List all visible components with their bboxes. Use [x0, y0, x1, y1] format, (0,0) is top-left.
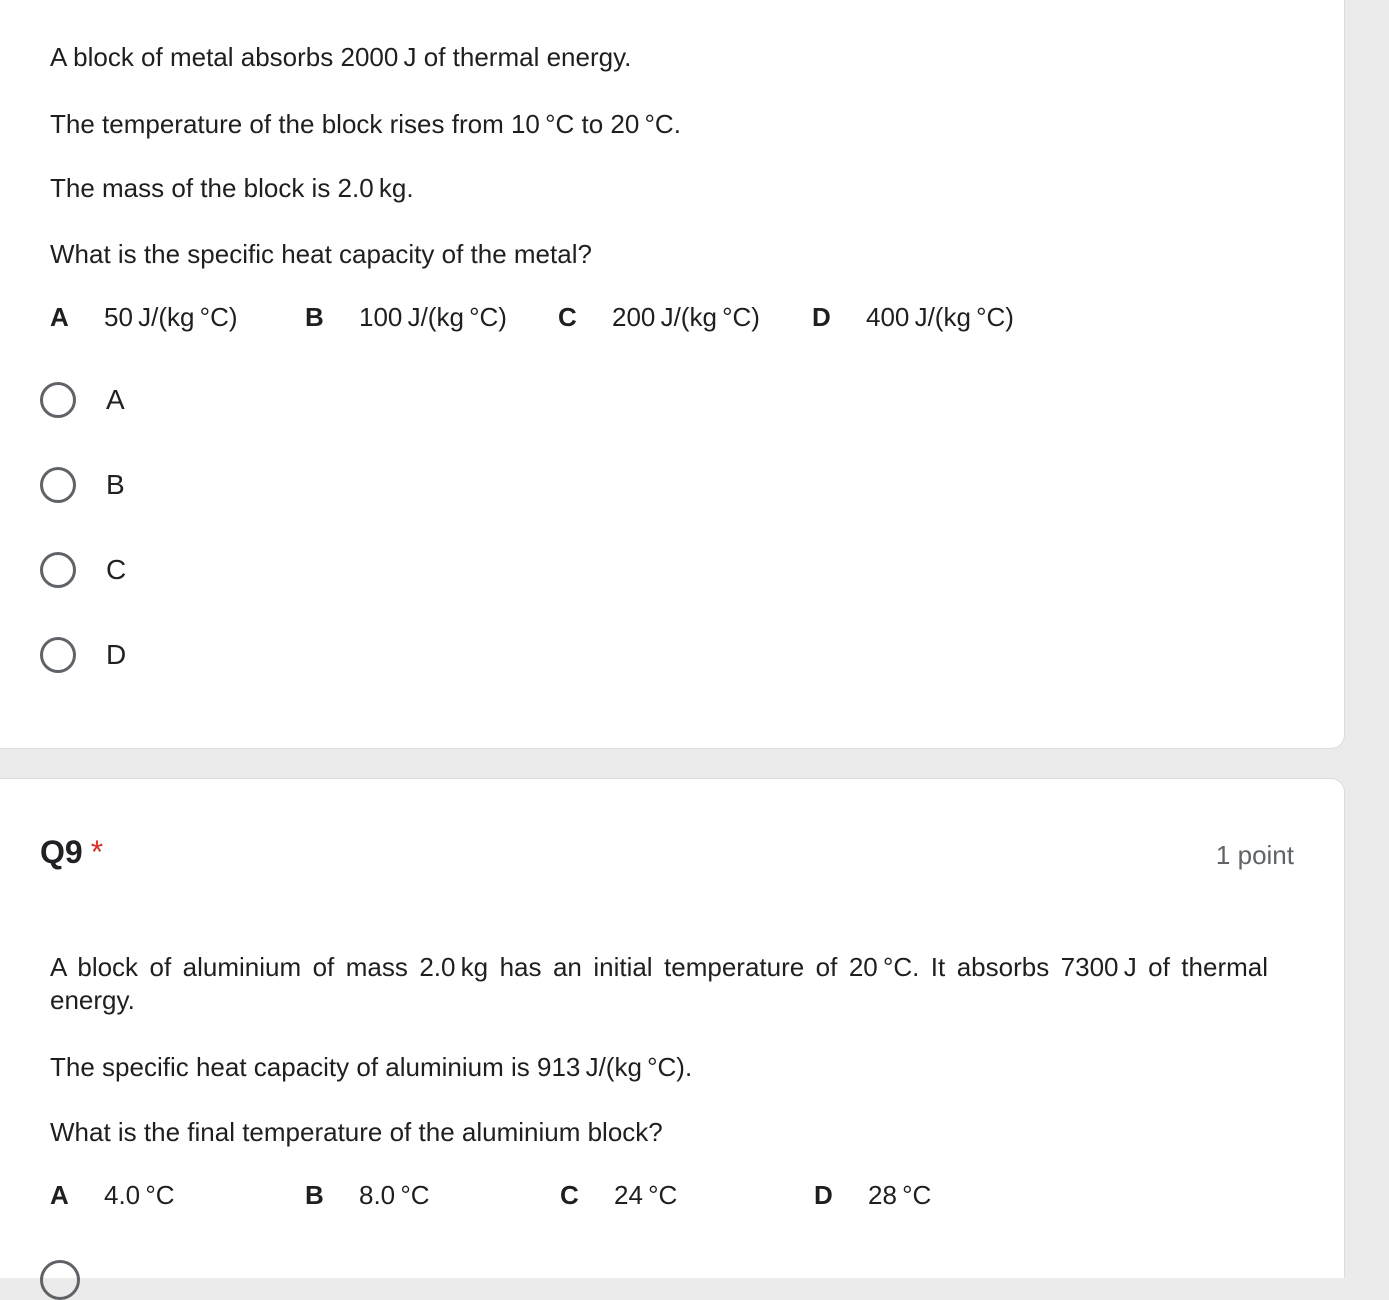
choice-letter: A — [50, 302, 69, 332]
radio-button[interactable] — [40, 467, 76, 503]
answer-choice-b — [305, 300, 507, 334]
radio-option-a[interactable] — [40, 378, 125, 422]
answer-choice-c — [558, 300, 760, 334]
choice-text: 200 J/(kg °C) — [612, 302, 760, 332]
radio-button[interactable] — [40, 552, 76, 588]
answer-choice-d — [814, 1178, 931, 1212]
choice-text: 28 °C — [868, 1180, 932, 1210]
radio-option-label: C — [106, 554, 127, 585]
radio-button[interactable] — [40, 382, 76, 418]
choice-letter: B — [305, 1180, 324, 1210]
radio-option-label: B — [106, 469, 125, 500]
page-background-strip — [1345, 0, 1389, 1268]
question-text-line: What is the specific heat capacity of the metal? — [50, 239, 592, 269]
choice-letter: C — [558, 302, 577, 332]
question-text-line: The temperature of the block rises from 10 °C to 20 °C. — [50, 109, 681, 139]
choice-letter: C — [560, 1180, 579, 1210]
choice-letter: B — [305, 302, 324, 332]
required-asterisk: * — [90, 834, 104, 870]
radio-option-label: D — [106, 639, 127, 670]
radio-option-label: A — [106, 384, 125, 415]
radio-option-c[interactable] — [40, 548, 126, 592]
answer-choice-a — [50, 300, 238, 334]
choice-text: 4.0 °C — [104, 1180, 175, 1210]
answer-choice-d — [812, 300, 1014, 334]
radio-option-b[interactable] — [40, 463, 125, 507]
choice-text: 24 °C — [614, 1180, 678, 1210]
choice-text: 8.0 °C — [359, 1180, 430, 1210]
choice-letter: D — [812, 302, 831, 332]
question-number: Q9 — [40, 834, 83, 870]
choice-text: 50 J/(kg °C) — [104, 302, 238, 332]
answer-choice-c — [560, 1178, 677, 1212]
question-text-line: What is the final temperature of the aluminium block? — [50, 1117, 663, 1147]
radio-button[interactable] — [40, 1260, 80, 1300]
question-text-paragraph: A block of aluminium of mass 2.0 kg has an initial temperature of 20 °C. It absorbs 7300 J of thermal energy. — [50, 952, 1268, 1015]
question-title — [40, 834, 103, 871]
question-text-line: A block of metal absorbs 2000 J of thermal energy. — [50, 42, 632, 72]
answer-choice-a — [50, 1178, 175, 1212]
question-points: 1 point — [1215, 840, 1294, 870]
radio-button[interactable] — [40, 637, 76, 673]
choice-text: 400 J/(kg °C) — [866, 302, 1014, 332]
question-text-line: The mass of the block is 2.0 kg. — [50, 173, 414, 203]
radio-option-d[interactable] — [40, 633, 126, 677]
answer-choice-b — [305, 1178, 430, 1212]
question-text-line: The specific heat capacity of aluminium is 913 J/(kg °C). — [50, 1052, 693, 1082]
choice-letter: A — [50, 1180, 69, 1210]
choice-text: 100 J/(kg °C) — [359, 302, 507, 332]
choice-letter: D — [814, 1180, 833, 1210]
